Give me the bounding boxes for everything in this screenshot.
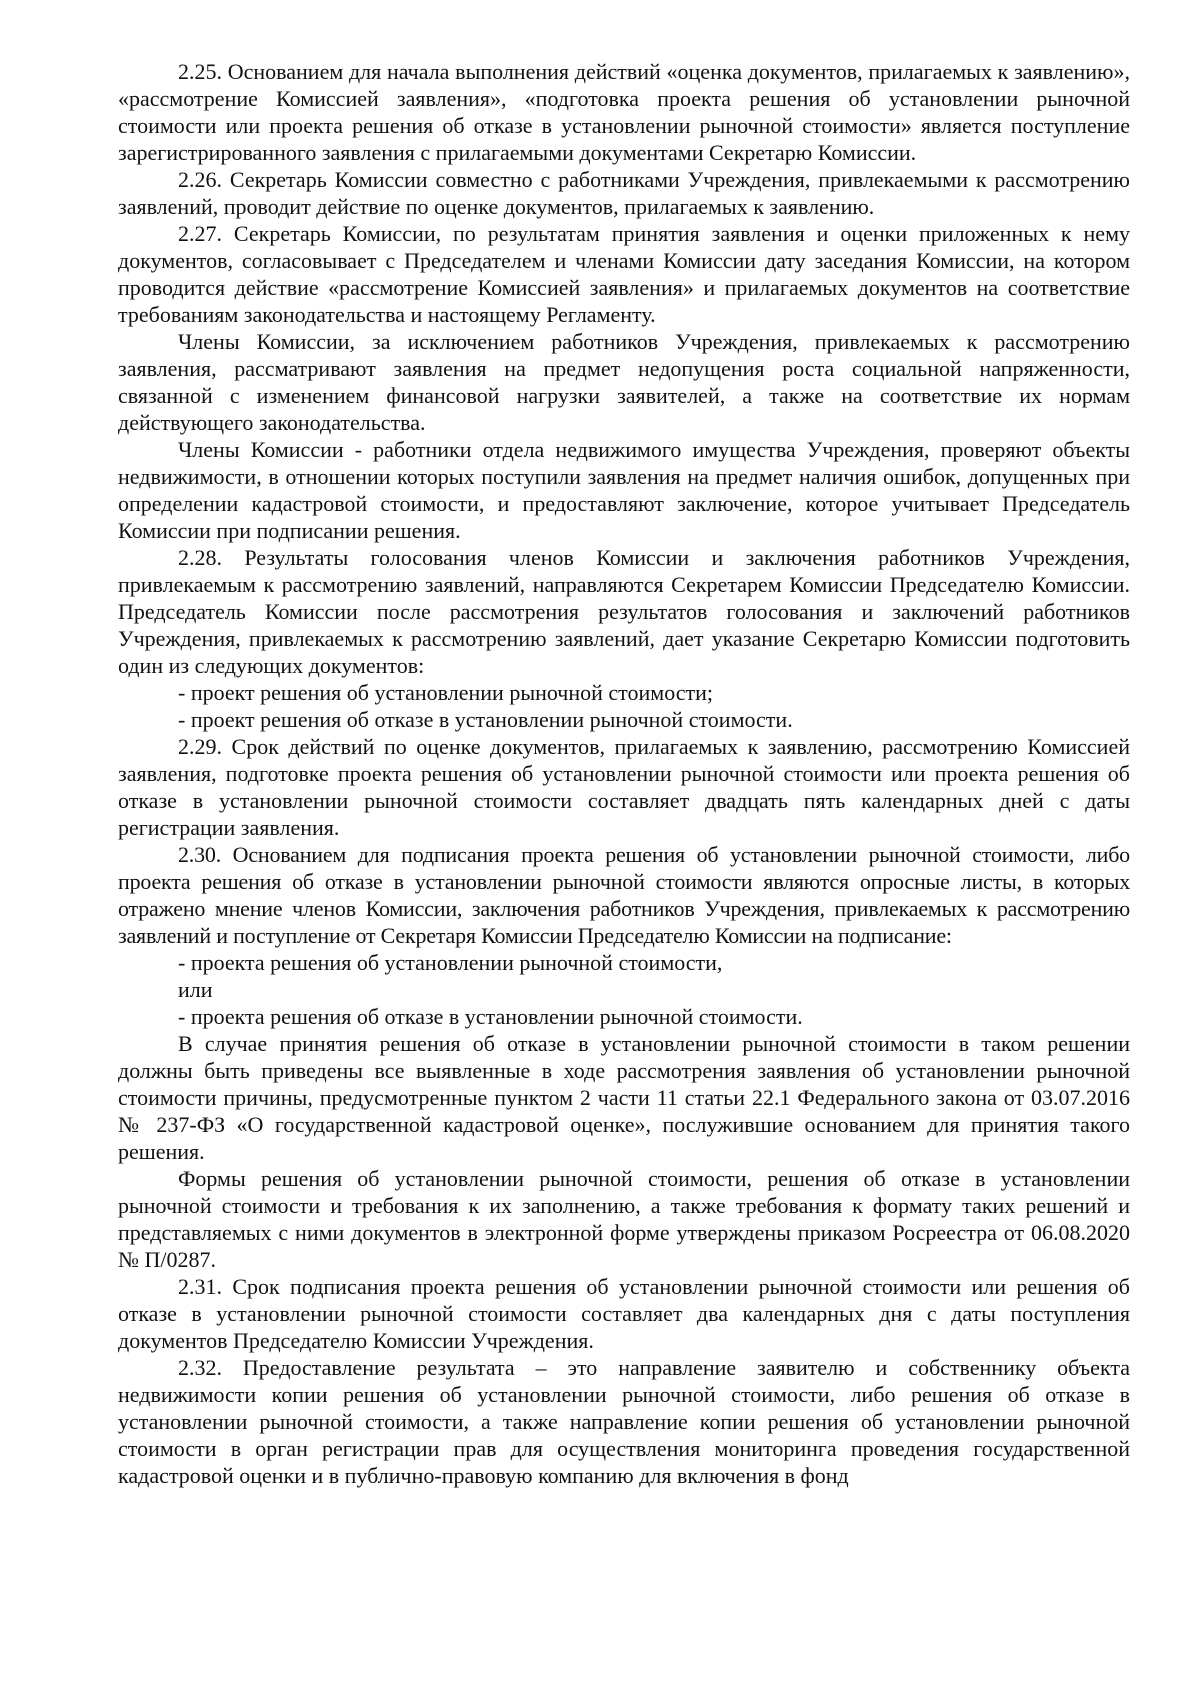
paragraph-2-31: 2.31. Срок подписания проекта решения об установлении рыночной стоимости или решения об отказе в установлении рыночной стоимости составляет два календарных дня с даты поступления документов Председателю Комиссии Учреждения. — [118, 1274, 1130, 1353]
paragraph-2-29: 2.29. Срок действий по оценке документов, прилагаемых к заявлению, рассмотрению Комиссией заявления, подготовке проекта решения об установлении рыночной стоимости или проекта решения об отказе в установлении рыночной стоимости составляет двадцать пять календарных дней с даты регистрации заявления. — [118, 734, 1130, 840]
list-item: или — [178, 977, 213, 1002]
list-item: - проект решения об отказе в установлении рыночной стоимости. — [178, 707, 793, 732]
list-item: - проекта решения об отказе в установлении рыночной стоимости. — [178, 1004, 803, 1029]
paragraph-2-25: 2.25. Основанием для начала выполнения действий «оценка документов, прилагаемых к заявлению», «рассмотрение Комиссией заявления», «подготовка проекта решения об установлении рыночной стоимости или проекта решения об отказе в установлении рыночной стоимости» является поступление зарегистрированного заявления с прилагаемыми документами Секретарю Комиссии. — [118, 59, 1130, 165]
paragraph-refusal-case: В случае принятия решения об отказе в установлении рыночной стоимости в таком решении должны быть приведены все выявленные в ходе рассмотрения заявления об установлении рыночной стоимости причины, предусмотренные пунктом 2 части 11 статьи 22.1 Федерального закона от 03.07.2016 № 237-ФЗ «О государственной кадастровой оценке», послужившие основанием для принятия такого решения. — [118, 1031, 1130, 1164]
list-item: - проект решения об установлении рыночной стоимости; — [178, 680, 714, 705]
paragraph-2-32: 2.32. Предоставление результата – это направление заявителю и собственнику объекта недвижимости копии решения об установлении рыночной стоимости, либо решения об отказе в установлении рыночной стоимости, а также направление копии решения об установлении рыночной стоимости в орган регистрации прав для осуществления мониторинга проведения государственной кадастровой оценки и в публично-правовую компанию для включения в фонд — [118, 1355, 1130, 1488]
paragraph-2-27: 2.27. Секретарь Комиссии, по результатам принятия заявления и оценки приложенных к нему документов, согласовывает с Председателем и членами Комиссии дату заседания Комиссии, на котором проводится действие «рассмотрение Комиссией заявления» и прилагаемых документов на соответствие требованиям законодательства и настоящему Регламенту. — [118, 221, 1130, 327]
paragraph-2-30: 2.30. Основанием для подписания проекта решения об установлении рыночной стоимости, либо проекта решения об отказе в установлении рыночной стоимости являются опросные листы, в которых отражено мнение членов Комиссии, заключения работников Учреждения, привлекаемых к рассмотрению заявлений и поступление от Секретаря Комиссии Председателю Комиссии на подписание: — [118, 842, 1130, 948]
paragraph-2-26: 2.26. Секретарь Комиссии совместно с работниками Учреждения, привлекаемыми к рассмотрению заявлений, проводит действие по оценке документов, прилагаемых к заявлению. — [118, 167, 1130, 219]
paragraph-2-27-real-estate: Члены Комиссии - работники отдела недвижимого имущества Учреждения, проверяют объекты недвижимости, в отношении которых поступили заявления на предмет наличия ошибок, допущенных при определении кадастровой стоимости, и предоставляют заключение, которое учитывает Председатель Комиссии при подписании решения. — [118, 437, 1130, 543]
paragraph-forms: Формы решения об установлении рыночной стоимости, решения об отказе в установлении рыночной стоимости и требования к их заполнению, а также требования к формату таких решений и представляемых с ними документов в электронной форме утверждены приказом Росреестра от 06.08.2020 № П/0287. — [118, 1166, 1130, 1272]
paragraph-2-27-members: Члены Комиссии, за исключением работников Учреждения, привлекаемых к рассмотрению заявления, рассматривают заявления на предмет недопущения роста социальной напряженности, связанной с изменением финансовой нагрузки заявителей, а также на соответствие их нормам действующего законодательства. — [118, 329, 1130, 435]
paragraph-2-28: 2.28. Результаты голосования членов Комиссии и заключения работников Учреждения, привлекаемым к рассмотрению заявлений, направляются Секретарем Комиссии Председателю Комиссии. Председатель Комиссии после рассмотрения результатов голосования и заключений работников Учреждения, привлекаемых к рассмотрению заявлений, дает указание Секретарю Комиссии подготовить один из следующих документов: — [118, 545, 1130, 678]
list-item: - проекта решения об установлении рыночной стоимости, — [178, 950, 723, 975]
